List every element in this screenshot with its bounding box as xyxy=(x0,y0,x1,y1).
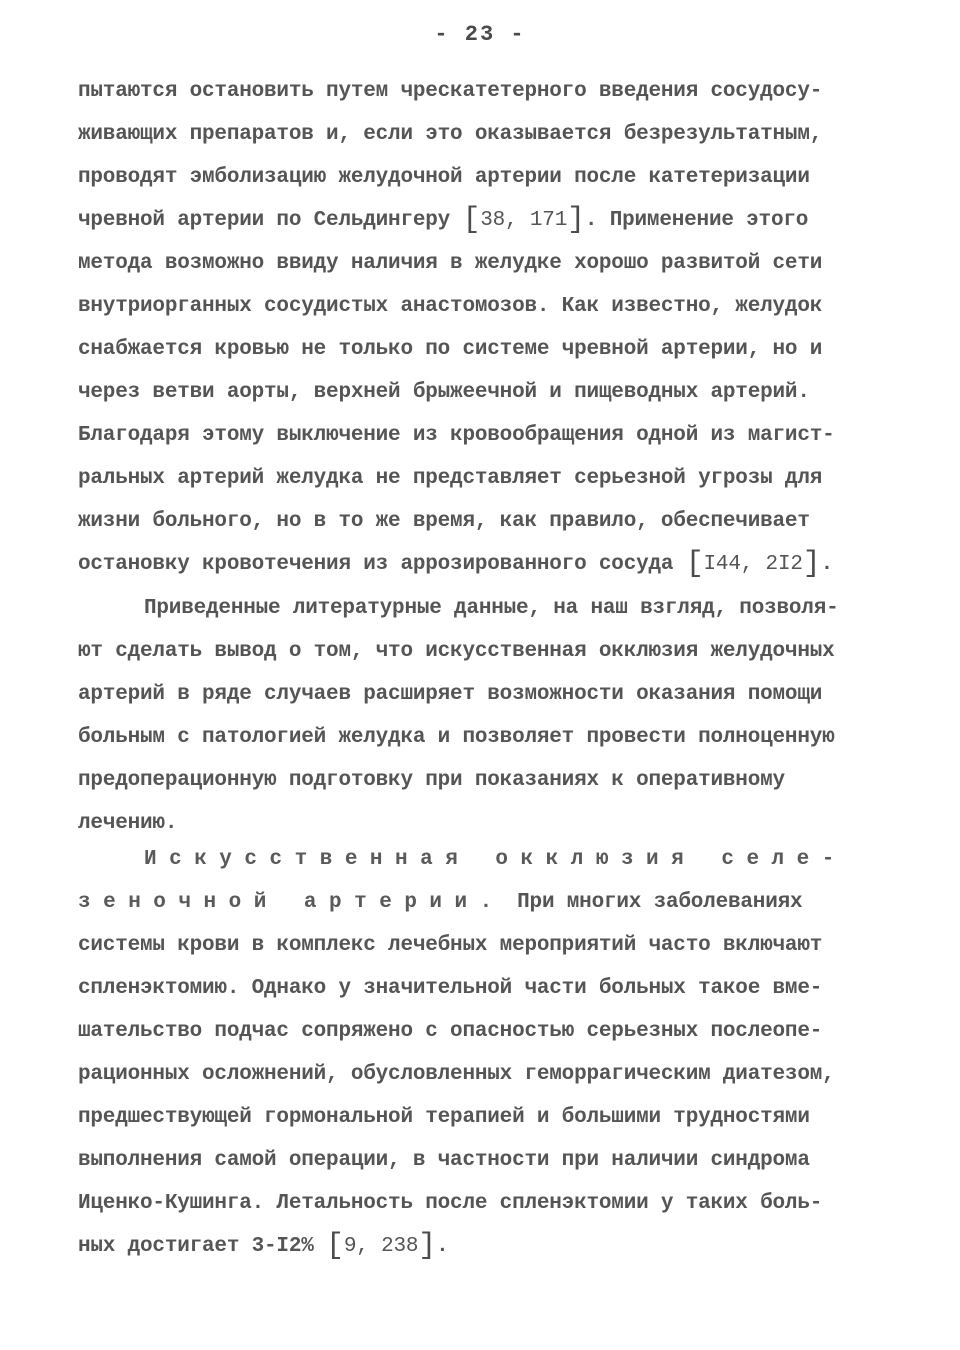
line-text: . xyxy=(436,1235,449,1258)
paragraph-line-with-citation xyxy=(78,199,888,242)
line-text: При многих заболеваниях xyxy=(517,891,803,914)
paragraph-line: рационных осложнений, обусловленных геморрагическим диатезом, xyxy=(78,1063,835,1086)
paragraph-line: артерий в ряде случаев расширяет возможности оказания помощи xyxy=(78,683,823,706)
citation-close-bracket: ] xyxy=(802,547,821,581)
paragraph-3 xyxy=(78,838,888,1268)
citation-open-bracket: [ xyxy=(326,1229,344,1263)
citation-close-bracket: ] xyxy=(567,203,585,237)
page-number: - 23 - xyxy=(434,22,526,47)
paragraph-line: ральных артерий желудка не представляет серьезной угрозы для xyxy=(78,467,823,490)
paragraph-line: ют сделать вывод о том, что искусственная окклюзия желудочных xyxy=(78,640,835,663)
line-text: чревной артерии по Сельдингеру xyxy=(78,209,451,232)
paragraph-line: Иценко-Кушинга. Летальность после спленэктомии у таких боль- xyxy=(78,1192,823,1215)
paragraph-line: через ветви аорты, верхней брыжеечной и пищеводных артерий. xyxy=(78,381,810,404)
paragraph-line: предоперационную подготовку при показаниях к оперативному xyxy=(78,769,785,792)
paragraph-line: живающих препаратов и, если это оказывается безрезультатным, xyxy=(78,123,823,146)
section-heading: Искусственная окклюзия селе- xyxy=(144,848,847,871)
paragraph-line: системы крови в комплекс лечебных мероприятий часто включают xyxy=(78,934,823,957)
paragraph-line: лечению. xyxy=(78,812,178,835)
paragraph-line: метода возможно ввиду наличия в желудке хорошо развитой сети xyxy=(78,252,823,275)
citation-open-bracket: [ xyxy=(462,203,481,237)
line-text: . xyxy=(820,553,833,576)
paragraph-line: шательство подчас сопряжено с опасностью серьезных послеопе- xyxy=(78,1020,823,1043)
paragraph-line-with-heading xyxy=(78,881,888,924)
paragraph-line: спленэктомию. Однако у значительной части больных такое вме- xyxy=(78,977,823,1000)
paragraph-line: Благодаря этому выключение из кровообращения одной из магист- xyxy=(78,424,835,447)
line-text: ных достигает 3-I2% xyxy=(78,1235,314,1258)
paragraph-line: предшествующей гормональной терапией и большими трудностями xyxy=(78,1106,810,1129)
citation-close-bracket: ] xyxy=(418,1229,437,1263)
paragraph-2 xyxy=(78,587,888,845)
paragraph-line-with-citation xyxy=(78,543,888,586)
paragraph-line: больным с патологией желудка и позволяет провести полноценную xyxy=(78,726,835,749)
paragraph-line: пытаются остановить путем чрескатетерного введения сосудосу- xyxy=(78,80,823,103)
citation-numbers: I44, 2I2 xyxy=(703,553,803,576)
line-text: . Применение этого xyxy=(584,209,809,232)
line-text: остановку кровотечения из аррозированного сосуда xyxy=(78,553,674,576)
paragraph-line: внутриорганных сосудистых анастомозов. Как известно, желудок xyxy=(78,295,823,318)
paragraph-line-with-citation xyxy=(78,1225,888,1268)
paragraph-line: Приведенные литературные данные, на наш взгляд, позволя- xyxy=(144,597,839,620)
paragraph-line: снабжается кровью не только по системе чревной артерии, но и xyxy=(78,338,823,361)
paragraph-line: проводят эмболизацию желудочной артерии после катетеризации xyxy=(78,166,810,189)
section-heading-continuation: зеночной артерии. xyxy=(78,891,505,914)
citation-numbers: 9, 238 xyxy=(343,1235,419,1258)
paragraph-1 xyxy=(78,70,888,586)
paragraph-line: выполнения самой операции, в частности при наличии синдрома xyxy=(78,1149,810,1172)
paragraph-line: жизни больного, но в то же время, как правило, обеспечивает xyxy=(78,510,810,533)
citation-open-bracket: [ xyxy=(685,547,704,581)
citation-numbers: 38, 171 xyxy=(480,209,568,232)
